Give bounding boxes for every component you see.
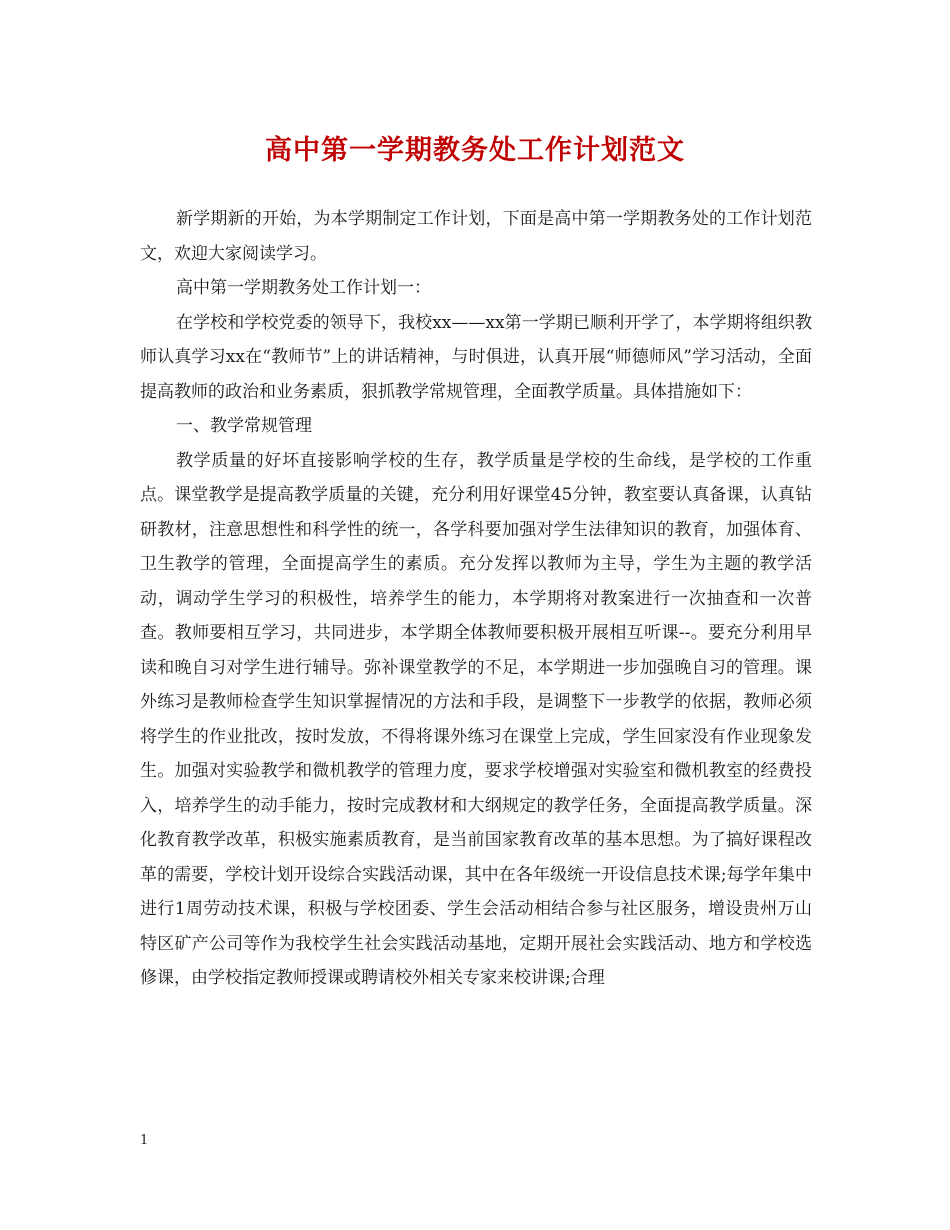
document-body bbox=[140, 202, 812, 996]
page-number: 1 bbox=[140, 1133, 149, 1148]
teaching-quality-paragraph: 教学质量的好坏直接影响学校的生存，教学质量是学校的生命线，是学校的工作重点。课堂教学是提高教学质量的关键，充分利用好课堂45分钟，教室要认真备课，认真钻研教材，注意思想性和科学性的统一，各学科要加强对学生法律知识的教育，加强体育、卫生教学的管理，全面提高学生的素质。充分发挥以教师为主导，学生为主题的教学活动，调动学生学习的积极性，培养学生的能力，本学期将对教案进行一次抽查和一次普查。教师要相互学习，共同进步，本学期全体教师要积极开展相互听课--。要充分利用早读和晚自习对学生进行辅导。弥补课堂教学的不足，本学期进一步加强晚自习的管理。课外练习是教师检查学生知识掌握情况的方法和手段，是调整下一步教学的依据，教师必须将学生的作业批改，按时发放，不得将课外练习在课堂上完成，学生回家没有作业现象发生。加强对实验教学和微机教学的管理力度，要求学校增强对实验室和微机教室的经费投入，培养学生的动手能力，按时完成教材和大纲规定的教学任务，全面提高教学质量。深化教育教学改革，积极实施素质教育，是当前国家教育改革的基本思想。为了搞好课程改革的需要，学校计划开设综合实践活动课，其中在各年级统一开设信息技术课;每学年集中进行1周劳动技术课，积极与学校团委、学生会活动相结合参与社区服务，增设贵州万山特区矿产公司等作为我校学生社会实践活动基地，定期开展社会实践活动、地方和学校选修课，由学校指定教师授课或聘请校外相关专家来校讲课;合理 bbox=[140, 450, 812, 988]
section-heading-teaching-management: 一、教学常规管理 bbox=[176, 416, 312, 436]
plan-heading: 高中第一学期教务处工作计划一： bbox=[176, 278, 431, 298]
leadership-paragraph: 在学校和学校党委的领导下，我校xx——xx第一学期已顺利开学了，本学期将组织教师认真学习xx在“教师节”上的讲话精神，与时俱进，认真开展“师德师风”学习活动，全面提高教师的政治和业务素质，狠抓教学常规管理，全面教学质量。具体措施如下： bbox=[140, 312, 812, 402]
document-title: 高中第一学期教务处工作计划范文 bbox=[265, 135, 685, 166]
intro-paragraph: 新学期新的开始，为本学期制定工作计划，下面是高中第一学期教务处的工作计划范文，欢迎大家阅读学习。 bbox=[140, 209, 812, 264]
